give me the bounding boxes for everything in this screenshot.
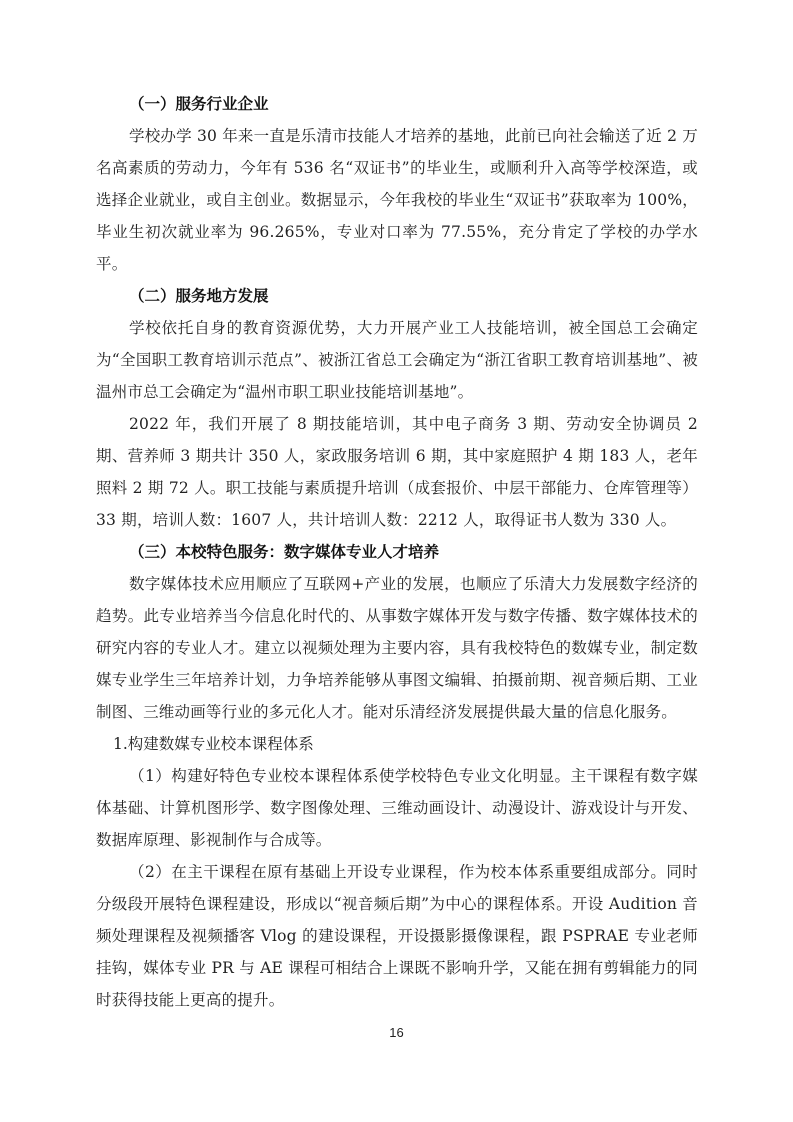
- section-heading-digital-media: （三）本校特色服务：数字媒体专业人才培养: [129, 543, 440, 561]
- list-item-curriculum-1: （1）构建好特色专业校本课程体系使学校特色专业文化明显。主干课程有数字媒体基础、计算机图形学、数字图像处理、三维动画设计、动漫设计、游戏设计与开发、数据库原理、影视制作与合成等。: [96, 767, 698, 849]
- section-heading-industry: （一）服务行业企业: [129, 95, 269, 113]
- page-number: 16: [389, 1025, 404, 1040]
- paragraph-digital-media: 数字媒体技术应用顺应了互联网+产业的发展，也顺应了乐清大力发展数字经济的趋势。此专业培养当今信息化时代的、从事数字媒体开发与数字传播、数字媒体技术的研究内容的专业人才。建立以视频处理为主要内容，具有我校特色的数媒专业，制定数媒专业学生三年培养计划，力争培养能够从事图文编辑、拍摄前期、视音频后期、工业制图、三维动画等行业的多元化人才。能对乐清经济发展提供最大量的信息化服务。: [96, 575, 698, 721]
- page-content: [96, 88, 698, 1016]
- section-heading-local: （二）服务地方发展: [129, 287, 269, 305]
- list-item-curriculum-2: （2）在主干课程在原有基础上开设专业课程，作为校本体系重要组成部分。同时分级段开展特色课程建设，形成以“视音频后期”为中心的课程体系。开设 Audition 音频处理课程及视频播客 Vlog 的建设课程，开设摄影摄像课程，跟 PSPRAE 专业老师挂钩，媒体专业 PR 与 AE 课程可相结合上课既不影响升学，又能在拥有剪辑能力的同时获得技能上更高的提升。: [96, 863, 698, 1009]
- subsection-title-curriculum: 1.构建数媒专业校本课程体系: [113, 735, 314, 753]
- paragraph-training-base: 学校依托自身的教育资源优势，大力开展产业工人技能培训，被全国总工会确定为“全国职工教育培训示范点”、被浙江省总工会确定为“浙江省职工教育培训基地”、被温州市总工会确定为“温州市职工职业技能培训基地”。: [96, 319, 698, 401]
- paragraph-training-stats: 2022 年，我们开展了 8 期技能培训，其中电子商务 3 期、劳动安全协调员 2 期、营养师 3 期共计 350 人，家政服务培训 6 期，其中家庭照护 4 期 183 人，老年照料 2 期 72 人。职工技能与素质提升培训（成套报价、中层干部能力、仓库管理等）33 期，培训人数：1607 人，共计培训人数：2212 人，取得证书人数为 330 人。: [96, 415, 698, 529]
- paragraph-industry: 学校办学 30 年来一直是乐清市技能人才培养的基地，此前已向社会输送了近 2 万名高素质的劳动力，今年有 536 名“双证书”的毕业生，或顺利升入高等学校深造，或选择企业就业，或自主创业。数据显示，今年我校的毕业生“双证书”获取率为 100%，毕业生初次就业率为 96.265%，专业对口率为 77.55%，充分肯定了学校的办学水平。: [96, 127, 698, 273]
